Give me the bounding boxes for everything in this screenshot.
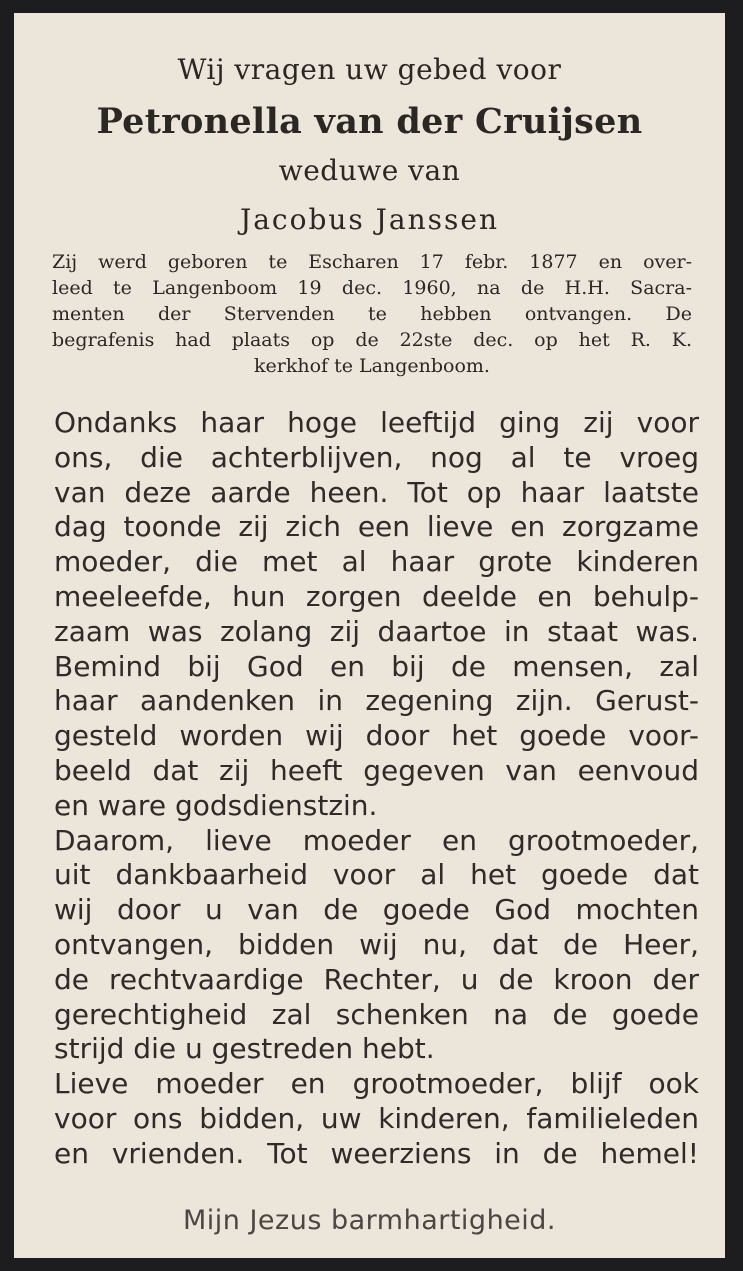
text-line: haar aandenken in zegening zijn. Gerust- [54,684,699,718]
husband-name: Jacobus Janssen [240,203,499,236]
text-line: Daarom, lieve moeder en grootmoeder, [54,823,699,857]
details-line: menten der Stervenden te hebben ontvangen. De [52,303,692,325]
text-line: wij door u van de goede God mochten [54,893,699,927]
text-line: zaam was zolang zij daartoe in staat was. [54,614,699,648]
memorial-text [54,406,699,1172]
widow-of-line: weduwe van [278,154,461,187]
details-line: begrafenis had plaats op de 22ste dec. op het R. K. [52,329,692,351]
text-line: ons, die achterblijven, nog al te vroeg [54,440,699,474]
text-line: van deze aarde heen. Tot op haar laatste [54,475,699,509]
text-line: moeder, die met al haar grote kinderen [54,545,699,579]
text-line: Ondanks haar hoge leeftijd ging zij voor [54,406,699,439]
text-line: dag toonde zij zich een lieve en zorgzame [54,510,699,544]
biographical-details [52,249,692,379]
closing-invocation: Mijn Jezus barmhartigheid. [182,1205,557,1236]
text-line: ontvangen, bidden wij nu, dat de Heer, [54,927,699,961]
text-line: meeleefde, hun zorgen deelde en behulp- [54,579,699,613]
text-line: de rechtvaardige Rechter, u de kroon der [54,962,699,996]
text-line: en ware godsdienstzin. [54,788,378,822]
prayer-request-line: Wij vragen uw gebed voor [177,53,562,86]
text-line: voor ons bidden, uw kinderen, familieleden [54,1101,699,1135]
text-line: Lieve moeder en grootmoeder, blijf ook [54,1067,699,1101]
text-line: gerechtigheid zal schenken na de goede [54,997,699,1031]
deceased-name: Petronella van der Cruijsen [96,101,643,142]
details-line: leed te Langenboom 19 dec. 1960, na de H.H. Sacra- [52,277,692,299]
text-line: gesteld worden wij door het goede voor- [54,719,699,753]
text-line: beeld dat zij heeft gegeven van eenvoud [54,753,699,787]
details-line: Zij werd geboren te Escharen 17 febr. 1877 en over- [52,251,692,273]
text-line: Bemind bij God en bij de mensen, zal [54,649,699,683]
text-line: en vrienden. Tot weerziens in de hemel! [54,1136,699,1170]
details-line: kerkhof te Langenboom. [254,355,490,377]
text-line: strijd die u gestreden hebt. [54,1032,435,1066]
text-line: uit dankbaarheid voor al het goede dat [54,858,699,892]
card-paper [14,13,725,1258]
